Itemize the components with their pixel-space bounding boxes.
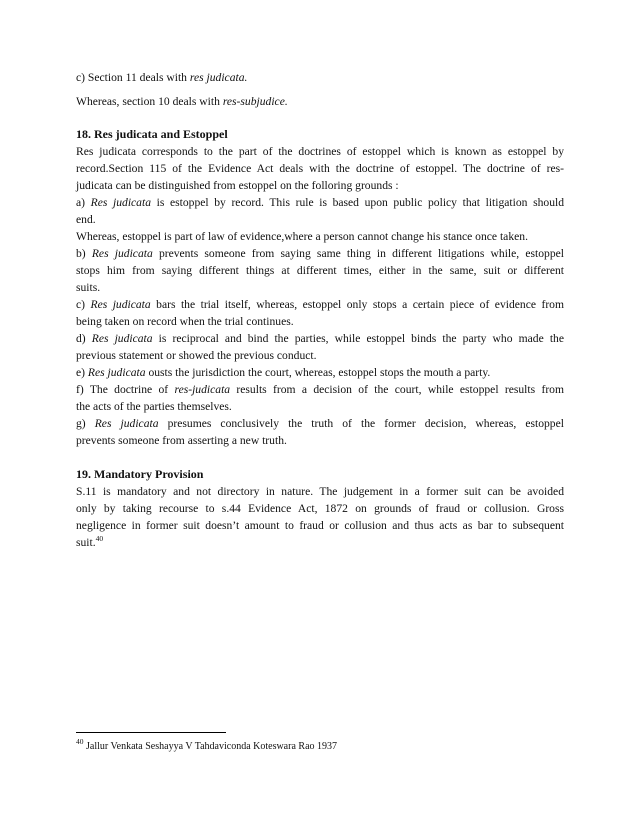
point-b-line: suits. <box>76 281 101 294</box>
footnote <box>76 737 338 753</box>
point-f-line: f) The doctrine of res-judicata results from a decision of the court, while estoppel results from <box>76 383 564 396</box>
section-19-line: suit.$^{40}$ <box>76 534 104 549</box>
point-e-line: e) Res judicata ousts the jurisdiction the court, whereas, estoppel stops the mouth a party. <box>76 366 491 379</box>
section-19-line: negligence in former suit doesn’t amount to fraud or collusion and thus acts as bar to subsequent <box>76 519 564 532</box>
point-c-line: c) Res judicata bars the trial itself, whereas, estoppel only stops a certain piece of evidence from <box>76 298 565 311</box>
text: Whereas, section 10 deals with <box>76 95 223 108</box>
section-19-line: only by taking recourse to s.44 Evidence Act, 1872 on grounds of fraud or collusion. Gross <box>76 502 564 515</box>
point-b-line: b) Res judicata prevents someone from saying same thing in different litigations while, estoppel <box>76 247 565 260</box>
italic-text: res judicata. <box>189 71 248 84</box>
section-19-line: S.11 is mandatory and not directory in nature. The judgement in a former suit can be avoided <box>76 485 564 498</box>
footnote-number: 40 <box>76 737 84 746</box>
point-g-line: g) Res judicata presumes conclusively the truth of the former decision, whereas, estoppel <box>76 417 564 430</box>
whereas-line: Whereas, estoppel is part of law of evidence,where a person cannot change his stance once taken. <box>76 230 528 243</box>
point-g-line: prevents someone from asserting a new truth. <box>76 434 287 447</box>
italic-text: res-subjudice. <box>222 95 288 108</box>
point-a-line: end. <box>76 213 96 226</box>
point-a-line: a) Res judicata is estoppel by record. This rule is based upon public policy that litigation should <box>76 196 565 209</box>
line-section-10 <box>76 93 564 110</box>
section-19-heading: 19. Mandatory Provision <box>76 467 204 481</box>
point-b-line: stops him from saying different things at different times, either in the same, suit or different <box>76 264 564 277</box>
point-d-line: previous statement or showed the previous conduct. <box>76 349 317 362</box>
section-18-intro-line: record.Section 115 of the Evidence Act deals with the doctrine of estoppel. The doctrine of res- <box>76 162 564 175</box>
section-18-intro-line: judicata can be distinguished from estoppel on the folloring grounds : <box>76 179 399 192</box>
footnote-reference: 40 <box>95 534 104 543</box>
footnote-text: Jallur Venkata Seshayya V Tahdaviconda Koteswara Rao 1937 <box>83 741 338 752</box>
footnote-divider <box>76 732 226 733</box>
point-d-line: d) Res judicata is reciprocal and bind the parties, while estoppel binds the party who made the <box>76 332 564 345</box>
section-18-intro-line: Res judicata corresponds to the part of the doctrines of estoppel which is known as estoppel by <box>76 145 564 158</box>
point-c-line: being taken on record when the trial continues. <box>76 315 294 328</box>
text: c) Section 11 deals with <box>76 71 190 84</box>
line-section-11 <box>76 69 564 86</box>
point-f-line: the acts of the parties themselves. <box>76 400 232 413</box>
section-18-heading: 18. Res judicata and Estoppel <box>76 127 228 141</box>
